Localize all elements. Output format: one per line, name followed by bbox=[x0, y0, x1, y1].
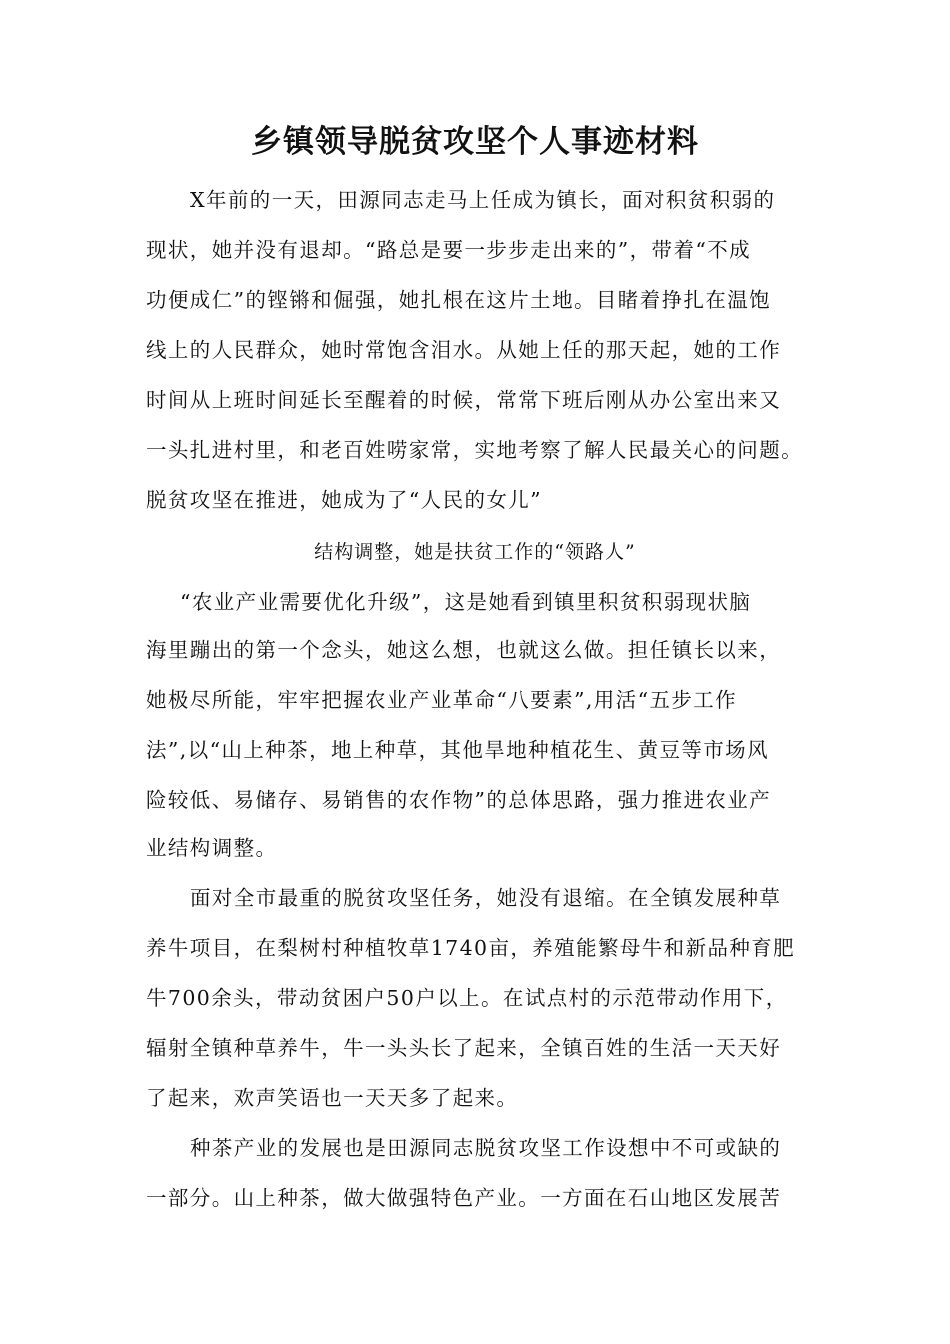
paragraph-2-line-2: 海里蹦出的第一个念头，她这么想，也就这么做。担任镇长以来， bbox=[146, 638, 782, 662]
paragraph-3-line-4: 辐射全镇种草养牛，牛一头头长了起来，全镇百姓的生活一天天好 bbox=[146, 1036, 782, 1060]
paragraph-3-line-5: 了起来，欢声笑语也一天天多了起来。 bbox=[146, 1086, 519, 1110]
paragraph-3-line-3: 牛700余头，带动贫困户50户以上。在试点村的示范带动作用下， bbox=[146, 986, 788, 1010]
paragraph-1-line-1: X年前的一天，田源同志走马上任成为镇长，面对积贫积弱的 bbox=[190, 188, 776, 212]
paragraph-1-line-7: 脱贫攻坚在推进，她成为了“人民的女儿” bbox=[146, 488, 543, 512]
paragraph-1-line-2: 现状，她并没有退却。“路总是要一步步走出来的”，带着“不成 bbox=[146, 238, 752, 262]
paragraph-4-line-2: 一部分。山上种茶，做大做强特色产业。一方面在石山地区发展苦 bbox=[146, 1186, 782, 1210]
paragraph-1-line-4: 线上的人民群众，她时常饱含泪水。从她上任的那天起，她的工作 bbox=[146, 338, 782, 362]
paragraph-1-line-5: 时间从上班时间延长至醒着的时候，常常下班后刚从办公室出来又 bbox=[146, 388, 782, 412]
paragraph-1-line-6: 一头扎进村里，和老百姓唠家常，实地考察了解人民最关心的问题。 bbox=[146, 438, 803, 462]
paragraph-1-line-3: 功便成仁”的铿锵和倔强，她扎根在这片土地。目睹着挣扎在温饱 bbox=[146, 288, 772, 312]
document-title: 乡镇领导脱贫攻坚个人事迹材料 bbox=[251, 124, 699, 160]
paragraph-2-line-4: 法”,以“山上种茶，地上种草，其他旱地种植花生、黄豆等市场风 bbox=[146, 738, 769, 762]
paragraph-2-line-1: “农业产业需要优化升级”，这是她看到镇里积贫积弱现状脑 bbox=[180, 590, 752, 614]
paragraph-2-line-5: 险较低、易储存、易销售的农作物”的总体思路，强力推进农业产 bbox=[146, 788, 772, 812]
section-subheading: 结构调整，她是扶贫工作的“领路人” bbox=[314, 541, 636, 563]
paragraph-3-line-2: 养牛项目，在梨树村种植牧草1740亩，养殖能繁母牛和新品种育肥 bbox=[146, 936, 796, 960]
paragraph-2-line-3: 她极尽所能，牢牢把握农业产业革命“八要素”,用活“五步工作 bbox=[146, 688, 738, 712]
paragraph-3-line-1: 面对全市最重的脱贫攻坚任务，她没有退缩。在全镇发展种草 bbox=[190, 886, 782, 910]
paragraph-2-line-6: 业结构调整。 bbox=[146, 836, 278, 860]
paragraph-4-line-1: 种茶产业的发展也是田源同志脱贫攻坚工作设想中不可或缺的 bbox=[190, 1136, 782, 1160]
